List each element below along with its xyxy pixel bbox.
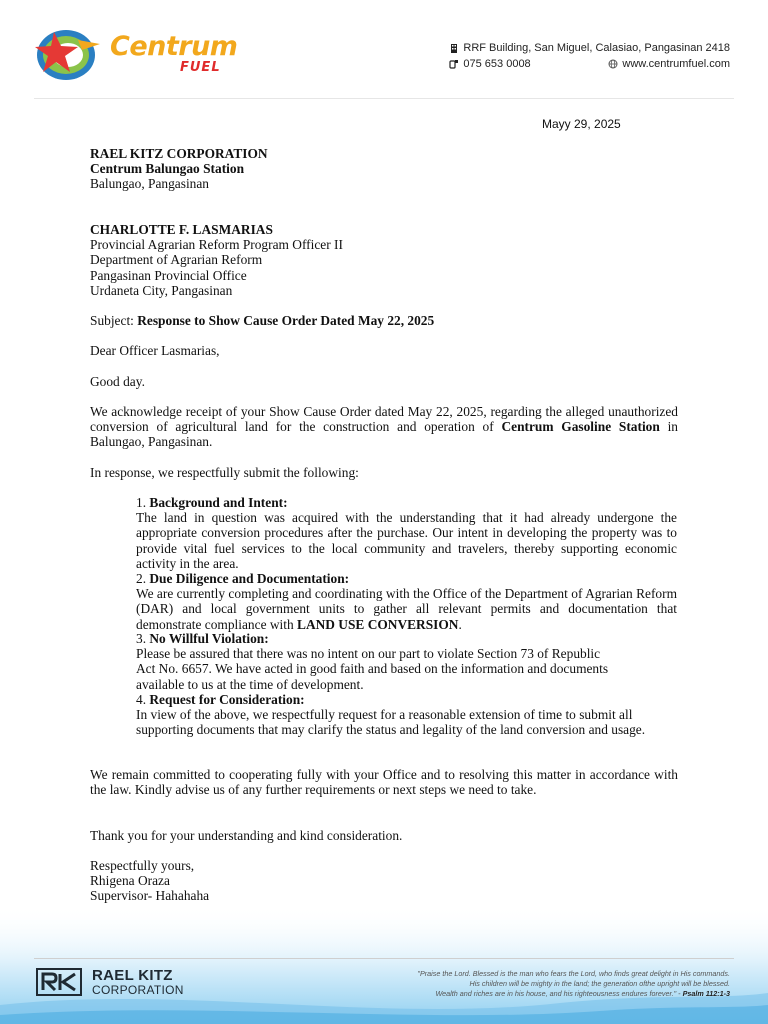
sender-location: Balungao, Pangasinan [90, 176, 210, 192]
item-body: In view of the above, we respectfully request for a reasonable extension of time to submit all supporting documents that may clarify the status and legality of the land conversion and usage. [136, 707, 646, 738]
item-body: The land in question was acquired with the understanding that it had already undergone the appropriate conversion procedures after the purchase. Our intent in developing the property was to provide vital fuel services to the local community and travelers, thereby supporting economic activity in the area. [136, 510, 677, 571]
verse-line: "Praise the Lord. Blessed is the man who fears the Lord, who finds great delight in His commands. [417, 969, 730, 978]
item-number: 1. [136, 495, 150, 510]
intro-text-a: We acknowledge receipt of your Show Cause Order dated May 22, 2025, regarding the alleged unauthorized conversion of agricultural land for the construction and operation of [90, 404, 678, 435]
thanks-line: Thank you for your understanding and kind consideration. [90, 828, 403, 843]
intro-paragraph [90, 404, 678, 450]
letter-footer [0, 905, 768, 1024]
closing-paragraph: We remain committed to cooperating fully with your Office and to resolving this matter in accordance with the law. Kindly advise us of any further requirements or next steps we need to take. [90, 767, 678, 798]
phone-text: 075 653 0008 [463, 58, 531, 70]
bible-verse [370, 969, 730, 999]
item-title: Background and Intent: [149, 495, 288, 510]
item-body-end: . [458, 616, 462, 632]
list-item [136, 495, 677, 571]
item-body-line: available to us at the time of development. [136, 676, 364, 692]
item-number: 2. [136, 571, 150, 586]
verse-line: His children will be mighty in the land; the generation ofthe upright will be blessed. [469, 979, 730, 988]
globe-icon [608, 59, 618, 69]
signature-block [90, 858, 678, 904]
recipient-office: Pangasinan Provincial Office [90, 267, 247, 283]
item-body-line: Act No. 6657. We have acted in good faith and based on the information and documents [136, 661, 609, 677]
response-intro: In response, we respectfully submit the following: [90, 465, 359, 480]
phone-line [449, 56, 530, 72]
brand-wordmark [110, 32, 237, 74]
intro-text-b: in Balungao, Pangasinan. [90, 419, 678, 450]
website-line [608, 56, 730, 72]
contact-info [449, 40, 730, 72]
header-divider [34, 98, 734, 99]
company-line1: RAEL KITZ [92, 967, 173, 984]
salutation: Dear Officer Lasmarias, [90, 343, 220, 358]
sender-station: Centrum Balungao Station [90, 161, 245, 177]
verse-line [370, 989, 730, 999]
item-number: 4. [136, 692, 150, 707]
item-title: Due Diligence and Documentation: [149, 571, 350, 586]
company-line2: CORPORATION [92, 983, 184, 997]
signer-title: Supervisor- Hahahaha [90, 888, 210, 904]
item-title: Request for Consideration: [149, 692, 305, 707]
item-heading [136, 495, 677, 510]
subject-label: Subject: [90, 313, 138, 328]
verse-reference: Psalm 112:1-3 [682, 989, 730, 998]
item-heading [136, 631, 677, 646]
recipient-department: Department of Agrarian Reform [90, 252, 263, 268]
list-item [136, 692, 677, 738]
brand-subname: FUEL [180, 60, 221, 75]
item-title: No Willful Violation: [149, 631, 269, 646]
rael-kitz-name [92, 968, 184, 997]
sender-block [90, 146, 678, 192]
item-heading [136, 692, 677, 707]
footer-wave-background [0, 905, 768, 1024]
item-body-emphasis: LAND USE CONVERSION [297, 616, 459, 632]
phone-icon [449, 59, 459, 69]
list-item [136, 631, 677, 692]
item-body-line: Please be assured that there was no intent on our part to violate Section 73 of Republic [136, 646, 601, 662]
item-heading [136, 571, 677, 586]
recipient-block [90, 222, 678, 298]
greeting: Good day. [90, 374, 145, 389]
rk-monogram-icon [36, 968, 82, 996]
list-item [136, 571, 677, 632]
footer-divider [34, 958, 734, 959]
item-number: 3. [136, 631, 150, 646]
address-line [449, 40, 730, 56]
address-text: RRF Building, San Miguel, Calasiao, Pangasinan 2418 [463, 42, 730, 54]
brand-name: Centrum [110, 31, 238, 62]
item-body-text: We are currently completing and coordinating with the Office of the Department of Agrarian Reform (DAR) and local government units to gather all relevant permits and documentation that demonstrate compliance with [136, 586, 677, 632]
signoff: Respectfully yours, [90, 858, 195, 873]
subject-text: Response to Show Cause Order Dated May 22, 2025 [137, 313, 435, 328]
verse-text: Wealth and riches are in his house, and his righteousness endures forever." - [435, 989, 683, 998]
building-icon [449, 43, 459, 53]
intro-station-name: Centrum Gasoline Station [501, 419, 660, 435]
recipient-name: CHARLOTTE F. LASMARIAS [90, 222, 273, 237]
sender-company: RAEL KITZ CORPORATION [90, 146, 268, 161]
letter-date: Mayy 29, 2025 [542, 117, 621, 131]
centrum-logo-icon [34, 26, 104, 82]
website-link[interactable]: www.centrumfuel.com [622, 58, 730, 70]
subject-line [90, 313, 678, 328]
letterhead [0, 0, 768, 110]
recipient-city: Urdaneta City, Pangasinan [90, 282, 233, 298]
signer-name: Rhigena Oraza [90, 873, 170, 889]
item-body [136, 586, 677, 632]
recipient-title: Provincial Agrarian Reform Program Officer II [90, 237, 343, 253]
